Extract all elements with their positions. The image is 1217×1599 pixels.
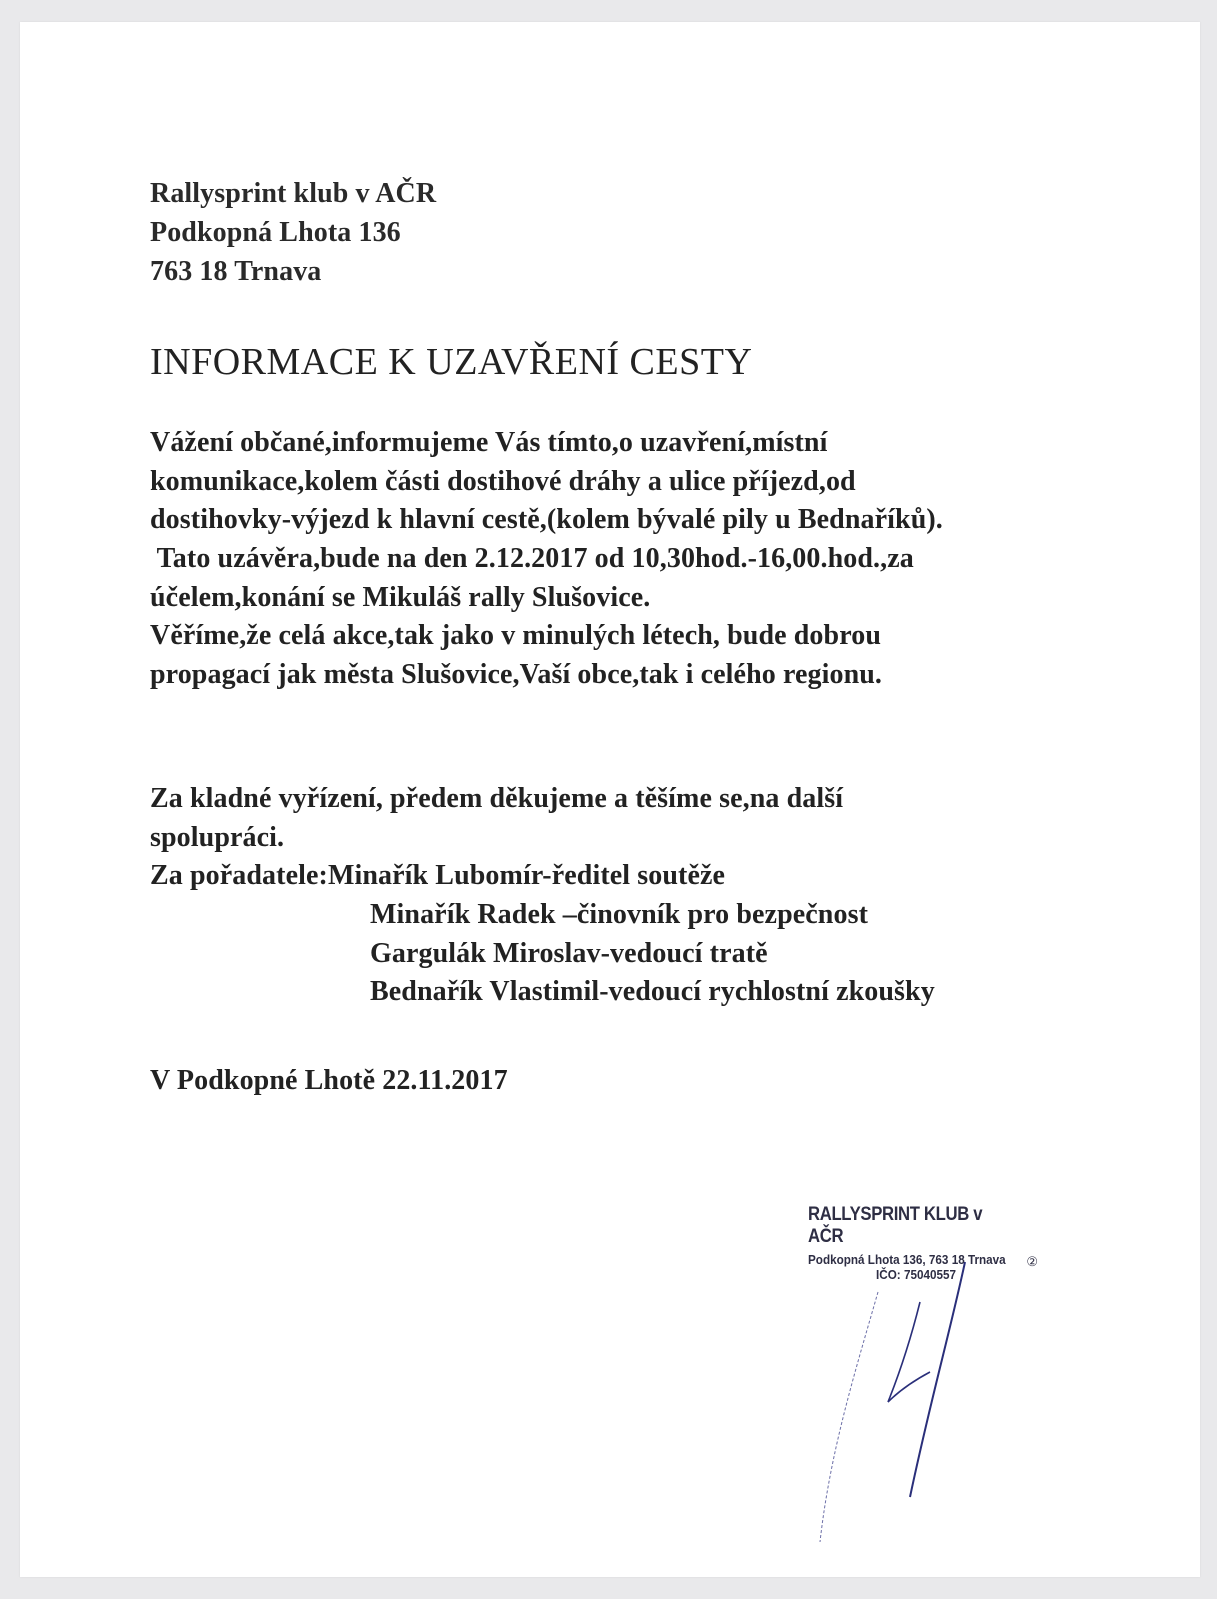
body-line: účelem,konání se Mikuláš rally Slušovice. <box>150 581 651 613</box>
stamp-number: ② <box>1026 1254 1038 1269</box>
stamp-name: RALLYSPRINT KLUB v AČR <box>808 1204 983 1247</box>
organizers-label: Za pořadatele: <box>150 860 328 892</box>
body-line: Vážení občané,informujeme Vás tímto,o uzavření,místní <box>150 427 828 458</box>
stamp-address: Podkopná Lhota 136, 763 18 Trnava <box>808 1252 1006 1267</box>
body-line: komunikace,kolem části dostihové dráhy a ulice příjezd,od <box>150 465 856 497</box>
organizer-row <box>150 857 1090 896</box>
organizer-name: Bednařík Vlastimil-vedoucí rychlostní zkoušky <box>370 976 935 1008</box>
stamp-ico: IČO: 75040557 <box>876 1267 957 1282</box>
closing-block <box>150 780 1090 1012</box>
document-title: INFORMACE K UZAVŘENÍ CESTY <box>150 341 753 383</box>
body-line: propagací jak města Slušovice,Vaší obce,tak i celého regionu. <box>150 658 883 690</box>
organizer-name: Gargulák Miroslav-vedoucí tratě <box>370 937 768 969</box>
body-line: dostihovky-výjezd k hlavní cestě,(kolem bývalé pily u Bednaříků). <box>150 504 943 536</box>
sender-city: 763 18 Trnava <box>150 256 322 288</box>
sender-street: Podkopná Lhota 136 <box>150 217 401 249</box>
organizer-name: Minařík Lubomír-ředitel soutěže <box>327 860 726 892</box>
closing-line: spolupráci. <box>150 821 285 853</box>
date-line: V Podkopné Lhotě 22.11.2017 <box>150 1065 508 1096</box>
body-text <box>150 424 1090 694</box>
body-line: Věříme,že celá akce,tak jako v minulých létech, bude dobrou <box>150 620 881 652</box>
body-line: Tato uzávěra,bude na den 2.12.2017 od 10,30hod.-16,00.hod.,za <box>150 542 914 574</box>
sender-address <box>150 174 1090 292</box>
handwritten-signature <box>760 1262 1000 1562</box>
document-page <box>20 22 1200 1577</box>
sender-name: Rallysprint klub v AČR <box>150 178 437 209</box>
closing-line: Za kladné vyřízení, předem děkujeme a těšíme se,na další <box>150 783 844 814</box>
organizer-name: Minařík Radek –činovník pro bezpečnost <box>370 898 868 930</box>
